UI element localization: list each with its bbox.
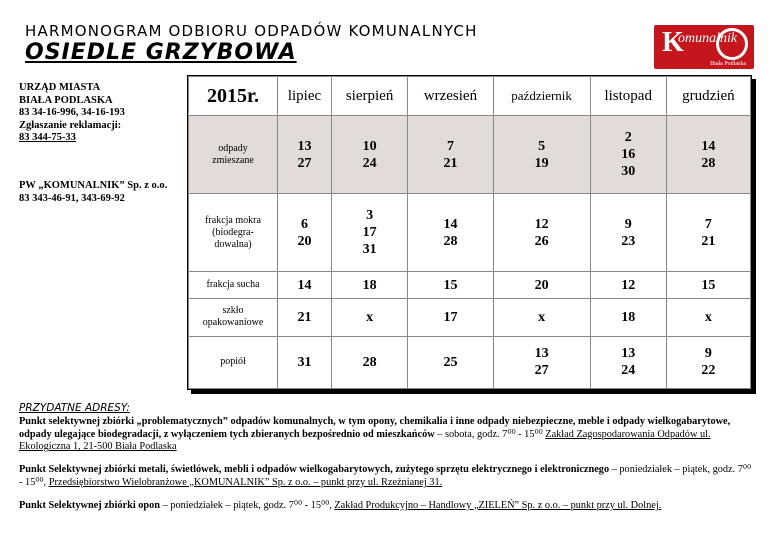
date-cell: 17 bbox=[408, 299, 493, 337]
table-row bbox=[189, 194, 751, 272]
month-header: listopad bbox=[590, 77, 666, 116]
table-row bbox=[189, 272, 751, 299]
date-cell: x bbox=[493, 299, 590, 337]
address-title: Punkt Selektywnej zbiórki metali, świetlówek, mebli i odpadów wielkogabarytowych, zużytego sprzętu elektrycznego i elektronicznego bbox=[19, 464, 610, 475]
waste-type-label: frakcja sucha bbox=[189, 272, 278, 299]
address-paragraph-3 bbox=[19, 500, 754, 513]
contact-line: BIAŁA PODLASKA bbox=[19, 94, 113, 106]
address-paragraph-2 bbox=[19, 464, 754, 489]
waste-type-label: popiół bbox=[189, 336, 278, 389]
date-cell: 12 26 bbox=[493, 194, 590, 272]
contact-line: Zgłaszanie reklamacji: bbox=[19, 119, 122, 131]
table-header-row bbox=[189, 77, 751, 116]
date-cell: 14 28 bbox=[666, 116, 750, 194]
address-place: Przedsiębiorstwo Wielobranżowe „KOMUNALNIK” Sp. z o.o. – punkt przy ul. Rzeźnianej 31. bbox=[48, 476, 443, 488]
date-cell: 6 20 bbox=[278, 194, 332, 272]
date-cell: 7 21 bbox=[408, 116, 493, 194]
schedule-table-card bbox=[187, 75, 752, 390]
date-cell: x bbox=[666, 299, 750, 337]
komunalnik-logo bbox=[654, 25, 754, 69]
waste-type-label: szkło opakowaniowe bbox=[189, 299, 278, 337]
date-cell: 7 21 bbox=[666, 194, 750, 272]
month-header: październik bbox=[493, 77, 590, 116]
month-header: sierpień bbox=[331, 77, 407, 116]
table-row bbox=[189, 336, 751, 389]
date-cell: x bbox=[331, 299, 407, 337]
document-title: HARMONOGRAM ODBIORU ODPADÓW KOMUNALNYCH bbox=[25, 22, 478, 40]
address-title: Punkt selektywnej zbiórki „problematycznych” odpadów komunalnych, w tym opony, chemikalia i inne odpady niebezpieczne, meble i odpady wielkogabarytowe, odpady ulegające biodegradacji, z wyłączeniem tych zbieranych bezpośrednio od mieszkańców bbox=[19, 416, 731, 440]
komunalnik-contact bbox=[19, 180, 167, 205]
contact-line: 83 344-75-33 bbox=[19, 132, 76, 143]
date-cell: 20 bbox=[493, 272, 590, 299]
date-cell: 28 bbox=[331, 336, 407, 389]
date-cell: 3 17 31 bbox=[331, 194, 407, 272]
date-cell: 31 bbox=[278, 336, 332, 389]
address-hours: – poniedziałek – piątek, godz. 7⁰⁰ - 15⁰⁰, bbox=[160, 500, 335, 511]
date-cell: 13 27 bbox=[278, 116, 332, 194]
date-cell: 14 28 bbox=[408, 194, 493, 272]
contact-line: PW „KOMUNALNIK” Sp. z o.o. bbox=[19, 180, 168, 191]
logo-subtext: Biała Podlaska bbox=[710, 61, 746, 67]
month-header: grudzień bbox=[666, 77, 750, 116]
table-row bbox=[189, 116, 751, 194]
date-cell: 10 24 bbox=[331, 116, 407, 194]
date-cell: 12 bbox=[590, 272, 666, 299]
table-row bbox=[189, 299, 751, 337]
address-hours: – poniedziałek – piątek, godz. 7⁰⁰ - 15⁰⁰, bbox=[19, 464, 752, 488]
contact-line: 83 343-46-91, 343-69-92 bbox=[19, 192, 125, 204]
logo-letter: K bbox=[662, 27, 684, 58]
address-place: Zakład Produkcyjno – Handlowy „ZIELEŃ” Sp. z o.o. – punkt przy ul. Dolnej. bbox=[334, 500, 662, 511]
date-cell: 5 19 bbox=[493, 116, 590, 194]
waste-type-label: odpady zmieszane bbox=[189, 116, 278, 194]
address-title: Punkt Selektywnej zbiórki opon bbox=[19, 500, 161, 511]
document-subtitle: OSIEDLE GRZYBOWA bbox=[25, 40, 297, 65]
year-header: 2015r. bbox=[189, 77, 278, 116]
date-cell: 15 bbox=[666, 272, 750, 299]
logo-circle-icon bbox=[716, 28, 748, 60]
date-cell: 18 bbox=[331, 272, 407, 299]
address-paragraph-1 bbox=[19, 416, 754, 454]
date-cell: 25 bbox=[408, 336, 493, 389]
waste-type-label: frakcja mokra (biodegra- dowalna) bbox=[189, 194, 278, 272]
contact-line: URZĄD MIASTA bbox=[19, 82, 101, 93]
logo-name: omunalnik bbox=[678, 31, 738, 46]
city-hall-contact bbox=[19, 82, 125, 145]
date-cell: 14 bbox=[278, 272, 332, 299]
date-cell: 13 27 bbox=[493, 336, 590, 389]
date-cell: 9 23 bbox=[590, 194, 666, 272]
month-header: wrzesień bbox=[408, 77, 493, 116]
date-cell: 21 bbox=[278, 299, 332, 337]
date-cell: 18 bbox=[590, 299, 666, 337]
useful-addresses-heading: PRZYDATNE ADRESY: bbox=[19, 402, 130, 414]
contact-line: 83 34-16-996, 34-16-193 bbox=[19, 107, 125, 118]
month-header: lipiec bbox=[278, 77, 332, 116]
address-hours: – sobota, godz. 7⁰⁰ - 15⁰⁰ bbox=[434, 428, 546, 440]
date-cell: 9 22 bbox=[666, 336, 750, 389]
date-cell: 2 16 30 bbox=[590, 116, 666, 194]
date-cell: 13 24 bbox=[590, 336, 666, 389]
schedule-table bbox=[188, 76, 751, 389]
address-place: Zakład Zagospodarowania Odpadów ul. Ekologiczna 1, 21-500 Biała Podlaska bbox=[19, 428, 711, 453]
date-cell: 15 bbox=[408, 272, 493, 299]
